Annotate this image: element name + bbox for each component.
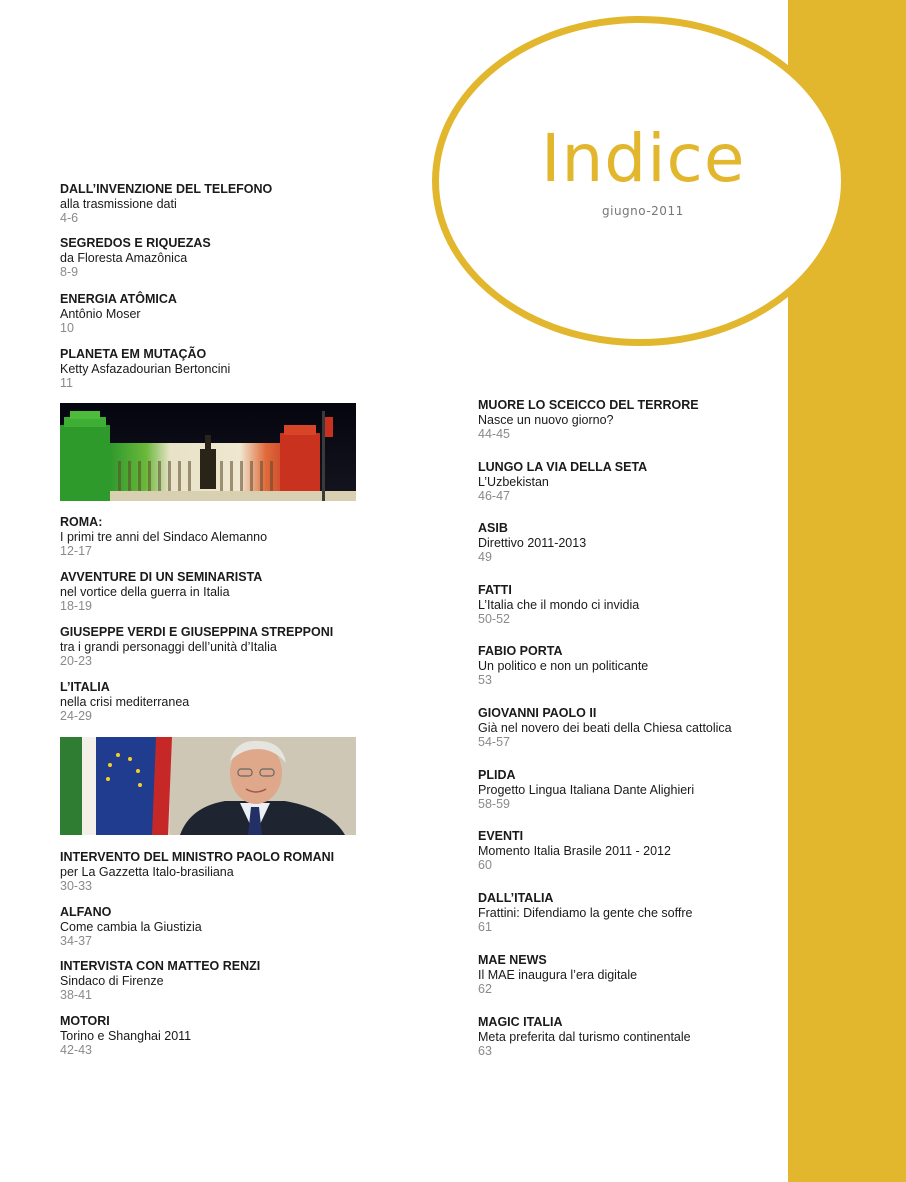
toc-entry-title: FATTI: [478, 583, 512, 597]
vittoriano-photo: [60, 403, 356, 501]
toc-entry[interactable]: [478, 953, 637, 997]
toc-entry[interactable]: [478, 398, 699, 442]
toc-entry-pages: 62: [478, 982, 492, 997]
toc-entry[interactable]: [478, 706, 732, 750]
toc-entry-subtitle: Frattini: Difendiamo la gente che soffre: [478, 905, 693, 920]
toc-entry-title: MAGIC ITALIA: [478, 1015, 563, 1029]
toc-entry-pages: 42-43: [60, 1043, 92, 1058]
toc-entry-pages: 18-19: [60, 599, 92, 614]
vittoriano-monument-night-tricolor-photo: [60, 403, 356, 501]
toc-entry-subtitle: Ketty Asfazadourian Bertoncini: [60, 361, 231, 376]
toc-entry-title: ALFANO: [60, 905, 112, 919]
toc-entry-title: MOTORI: [60, 1014, 110, 1028]
toc-entry[interactable]: [478, 644, 648, 688]
minister-photo: [60, 737, 356, 835]
issue-date: giugno-2011: [602, 204, 684, 218]
toc-entry-pages: 58-59: [478, 797, 510, 812]
toc-entry-title: MUORE LO SCEICCO DEL TERRORE: [478, 398, 699, 412]
toc-entry-subtitle: L’Italia che il mondo ci invidia: [478, 597, 640, 612]
toc-entry-pages: 11: [60, 376, 73, 391]
toc-entry-subtitle: Direttivo 2011-2013: [478, 535, 587, 550]
toc-entry-pages: 63: [478, 1044, 492, 1059]
toc-entry-subtitle: Torino e Shanghai 2011: [60, 1028, 192, 1043]
toc-entry-subtitle: L’Uzbekistan: [478, 474, 549, 489]
toc-entry-pages: 54-57: [478, 735, 510, 750]
toc-entry-title: DALL’INVENZIONE DEL TELEFONO: [60, 182, 273, 196]
toc-entry-title: FABIO PORTA: [478, 644, 563, 658]
toc-entry[interactable]: [60, 850, 334, 894]
toc-entry[interactable]: [60, 1014, 191, 1058]
toc-entry[interactable]: [60, 570, 262, 614]
toc-entry-title: GIUSEPPE VERDI E GIUSEPPINA STREPPONI: [60, 625, 334, 639]
toc-entry-subtitle: Momento Italia Brasile 2011 - 2012: [478, 843, 671, 858]
toc-entry-pages: 44-45: [478, 427, 510, 442]
toc-entry-subtitle: da Floresta Amazônica: [60, 250, 188, 265]
page-title: Indice: [541, 120, 746, 197]
toc-entry-pages: 20-23: [60, 654, 92, 669]
toc-entry-subtitle: Sindaco di Firenze: [60, 973, 164, 988]
toc-entry-pages: 30-33: [60, 879, 92, 894]
toc-entry-subtitle: Un politico e non un politicante: [478, 658, 649, 673]
toc-entry-pages: 49: [478, 550, 492, 565]
toc-entry-title: SEGREDOS E RIQUEZAS: [60, 236, 211, 250]
toc-entry[interactable]: [60, 959, 260, 1003]
toc-entry-subtitle: I primi tre anni del Sindaco Alemanno: [60, 529, 268, 544]
toc-entry-title: GIOVANNI PAOLO II: [478, 706, 597, 720]
toc-entry[interactable]: [478, 829, 671, 873]
toc-entry-pages: 24-29: [60, 709, 92, 724]
toc-entry-title: LUNGO LA VIA DELLA SETA: [478, 460, 648, 474]
toc-entry-title: ENERGIA ATÔMICA: [60, 292, 177, 306]
toc-entry-title: PLIDA: [478, 768, 516, 782]
toc-entry-subtitle: nella crisi mediterranea: [60, 694, 190, 709]
toc-entry-subtitle: Progetto Lingua Italiana Dante Alighieri: [478, 782, 695, 797]
toc-entry[interactable]: [60, 292, 177, 336]
toc-entry[interactable]: [478, 460, 647, 504]
toc-entry-title: ASIB: [478, 521, 508, 535]
toc-entry[interactable]: [60, 905, 202, 949]
toc-entry-subtitle: nel vortice della guerra in Italia: [60, 584, 230, 599]
toc-entry[interactable]: [60, 680, 189, 724]
toc-entry-title: INTERVISTA CON MATTEO RENZI: [60, 959, 261, 973]
toc-entry-pages: 4-6: [60, 211, 79, 226]
toc-entry[interactable]: [60, 515, 267, 559]
toc-entry-pages: 12-17: [60, 544, 92, 559]
toc-entry-title: PLANETA EM MUTAÇÃO: [60, 347, 207, 361]
toc-entry-subtitle: Nasce un nuovo giorno?: [478, 412, 614, 427]
toc-entry-subtitle: Come cambia la Giustizia: [60, 919, 202, 934]
toc-entry-pages: 46-47: [478, 489, 510, 504]
toc-entry-title: L’ITALIA: [60, 680, 110, 694]
toc-entry-subtitle: alla trasmissione dati: [60, 196, 177, 211]
toc-entry-subtitle: Il MAE inaugura l’era digitale: [478, 967, 638, 982]
toc-entry-pages: 38-41: [60, 988, 92, 1003]
toc-entry[interactable]: [60, 625, 333, 669]
toc-entry[interactable]: [478, 583, 639, 627]
toc-entry-title: INTERVENTO DEL MINISTRO PAOLO ROMANI: [60, 850, 335, 864]
toc-entry-pages: 50-52: [478, 612, 510, 627]
toc-entry[interactable]: [60, 182, 272, 226]
toc-entry[interactable]: [478, 768, 694, 812]
toc-entry-subtitle: Meta preferita dal turismo continentale: [478, 1029, 691, 1044]
toc-entry[interactable]: [478, 521, 586, 565]
toc-entry-pages: 34-37: [60, 934, 92, 949]
toc-entry-subtitle: Già nel novero dei beati della Chiesa cattolica: [478, 720, 732, 735]
toc-entry-pages: 10: [60, 321, 74, 336]
toc-entry-pages: 8-9: [60, 265, 79, 280]
toc-entry-title: MAE NEWS: [478, 953, 547, 967]
minister-portrait-with-flags-photo: [60, 737, 356, 835]
toc-entry[interactable]: [60, 347, 230, 391]
toc-entry-pages: 61: [478, 920, 492, 935]
toc-entry-title: AVVENTURE DI UN SEMINARISTA: [60, 570, 263, 584]
toc-entry-subtitle: tra i grandi personaggi dell’unità d’Italia: [60, 639, 277, 654]
toc-entry-subtitle: per La Gazzetta Italo-brasiliana: [60, 864, 234, 879]
toc-entry-title: ROMA:: [60, 515, 103, 529]
toc-entry-pages: 53: [478, 673, 492, 688]
toc-entry-title: EVENTI: [478, 829, 524, 843]
toc-entry[interactable]: [478, 1015, 691, 1059]
toc-entry-pages: 60: [478, 858, 492, 873]
toc-entry[interactable]: [478, 891, 692, 935]
toc-entry[interactable]: [60, 236, 211, 280]
toc-entry-title: DALL’ITALIA: [478, 891, 554, 905]
toc-entry-subtitle: Antônio Moser: [60, 306, 141, 321]
